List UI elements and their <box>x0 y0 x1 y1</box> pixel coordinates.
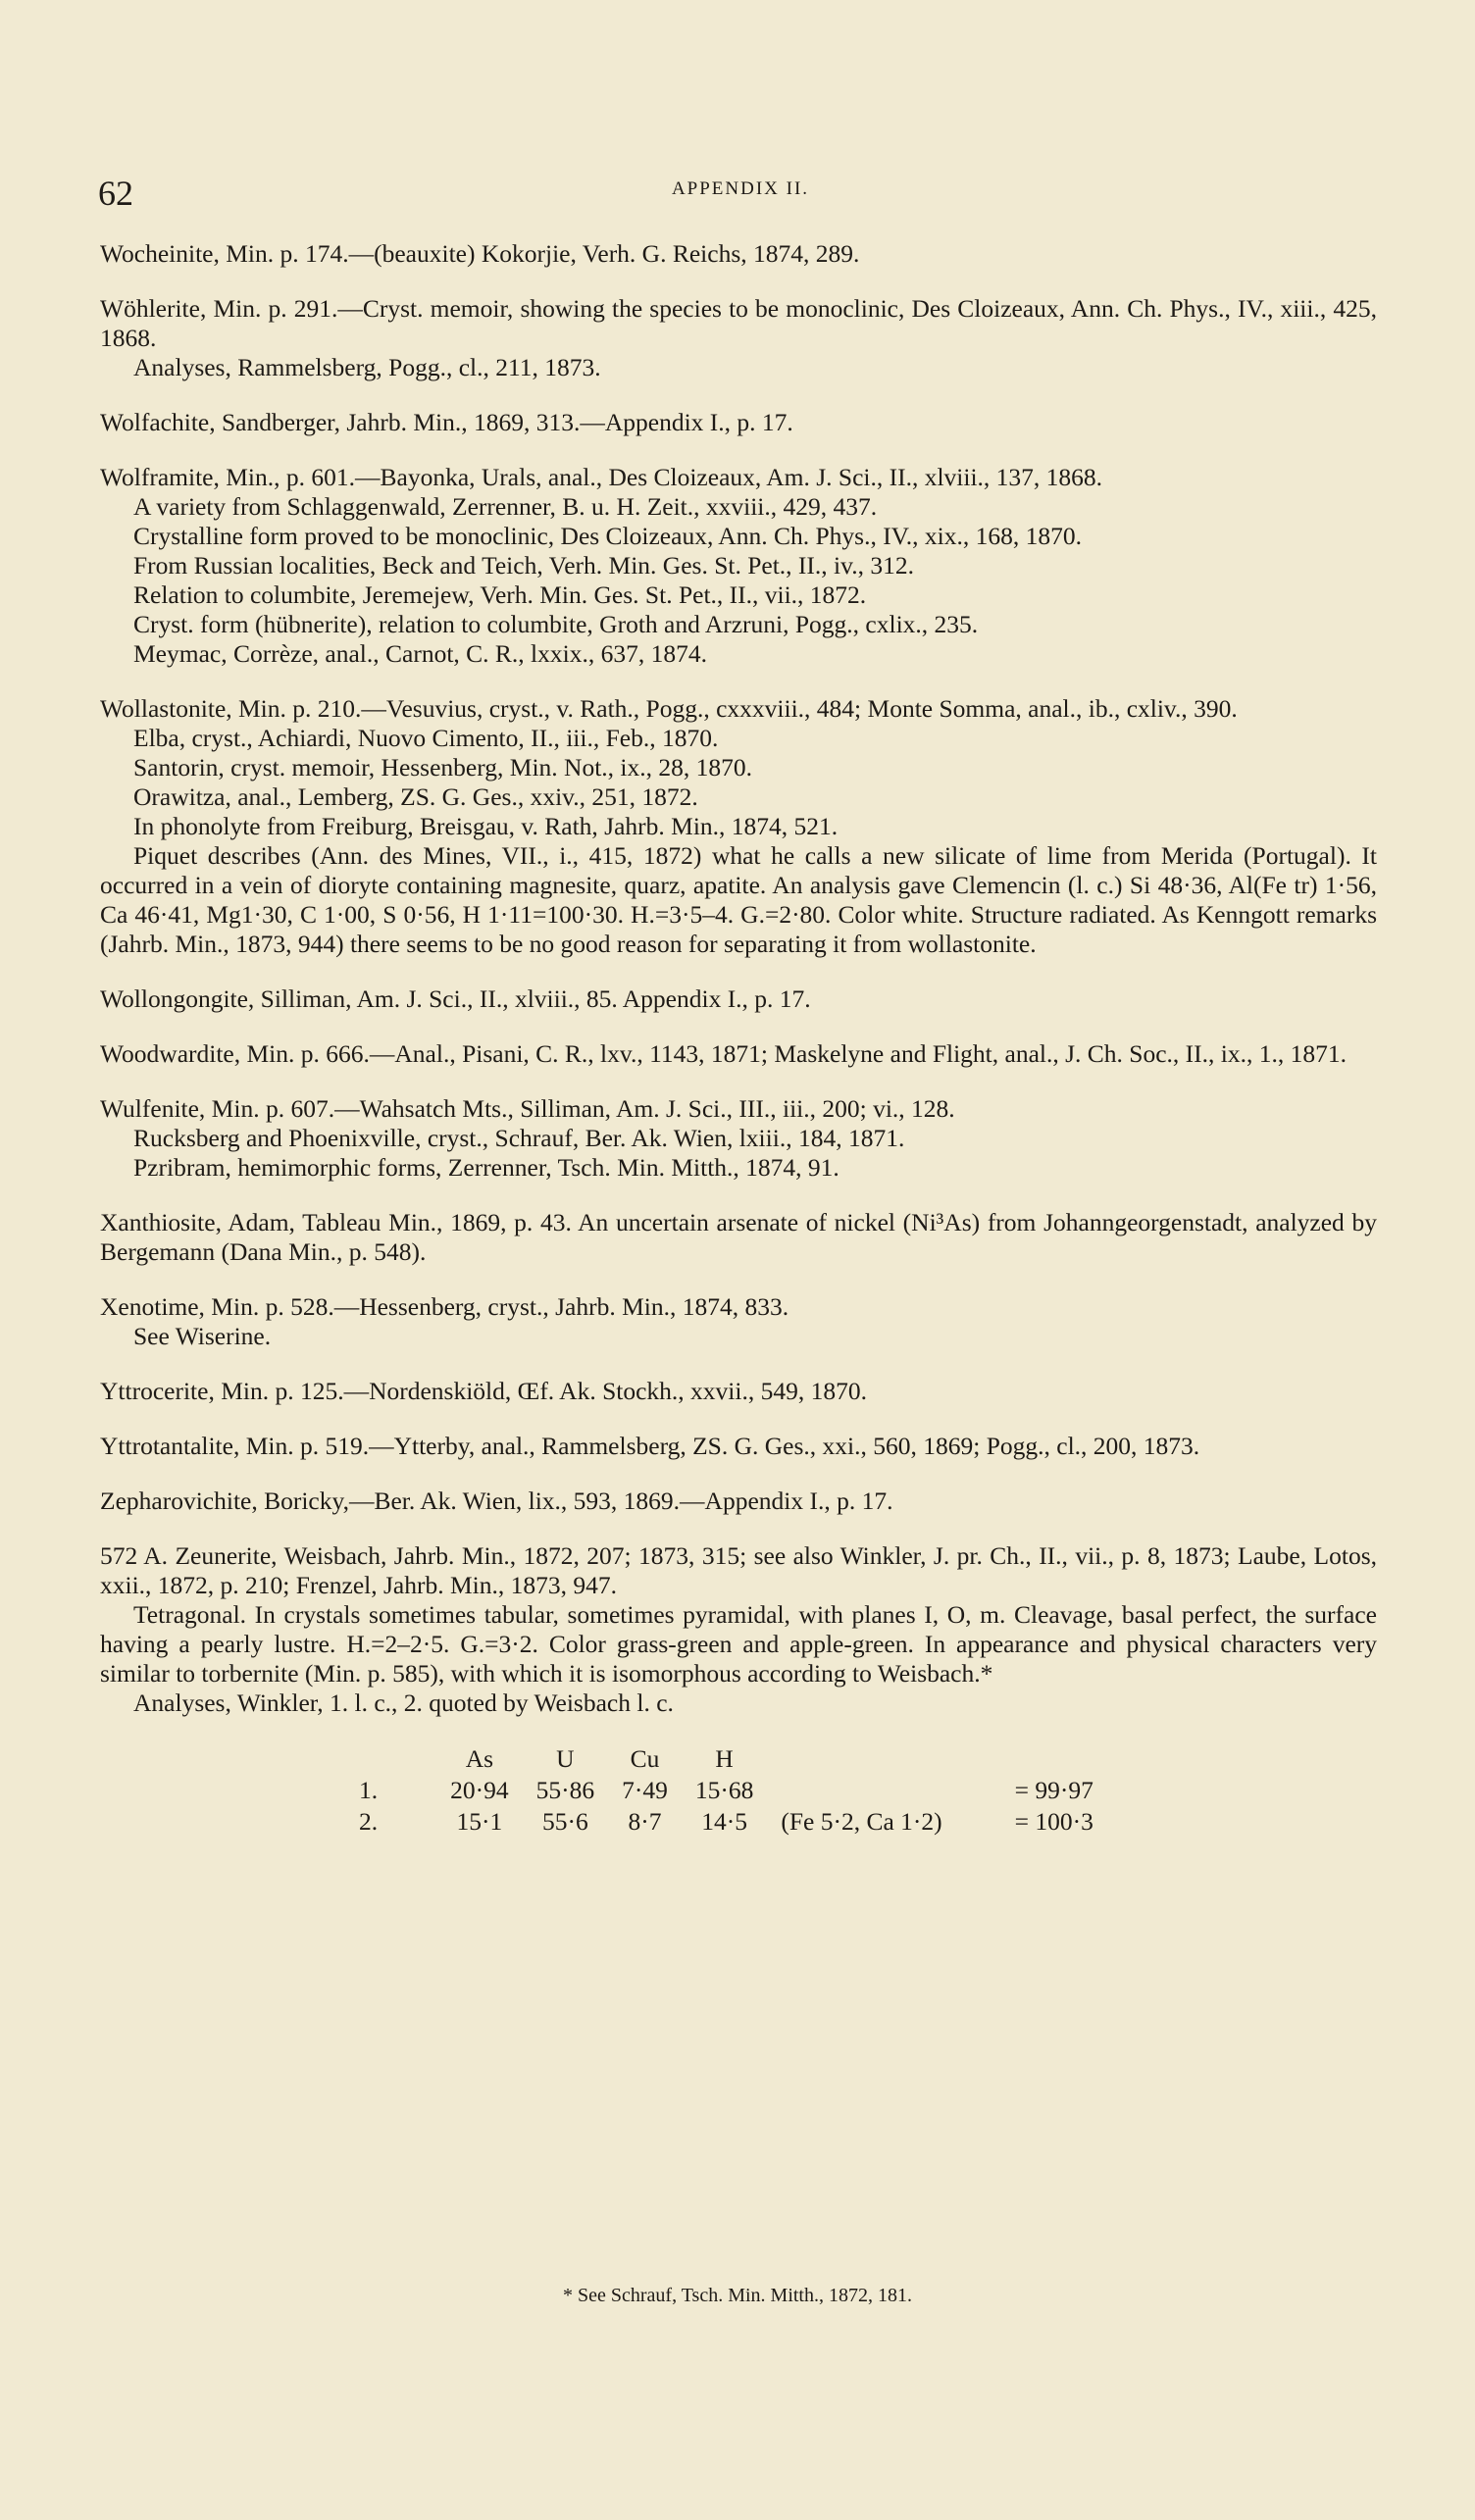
entry <box>100 239 1377 269</box>
entry-heading-line: Wolframite, Min., p. 601.—Bayonka, Urals, anal., Des Cloizeaux, Am. J. Sci., II., xlviii., 137, 1868. <box>100 463 1103 491</box>
entry <box>100 1039 1377 1069</box>
table-cell: 14·5 <box>701 1807 747 1836</box>
table-cell: 55·86 <box>535 1776 595 1804</box>
column-header <box>956 1743 1107 1775</box>
entry-heading-line: Xanthiosite, Adam, Tableau Min., 1869, p. 43. An uncertain arsenate of nickel (Ni³As) from Johanngeorgenstadt, analyzed by Bergemann (Dana Min., p. 548). <box>100 1208 1377 1266</box>
entries-list <box>100 239 1377 1838</box>
entry <box>100 1208 1377 1267</box>
column-header: U <box>556 1744 575 1773</box>
entry <box>100 1292 1377 1351</box>
entry <box>100 1432 1377 1461</box>
table-cell: 1. <box>359 1776 379 1804</box>
table-cell <box>767 1775 955 1806</box>
entry-line: Relation to columbite, Jeremejew, Verh. Min. Ges. St. Pet., II., vii., 1872. <box>133 580 867 609</box>
table-header-row <box>345 1743 1107 1775</box>
entry-line: Piquet describes (Ann. des Mines, VII., i., 415, 1872) what he calls a new silicate of lime from Merida (Portugal). It occurred in a vein of dioryte containing magnesite, quarz, apatite. An analysis gave Clemencin (l. c.) Si 48·36, Al(Fe tr) 1·56, Ca 46·41, Mg1·30, C 1·00, S 0·56, H 1·11=100·30. H.=3·5–4. G.=2·80. Color white. Structure radiated. As Kenngott remarks (Jahrb. Min., 1873, 944) there seems to be no good reason for separating it from wollastonite. <box>100 841 1377 958</box>
table-cell: 15·1 <box>456 1807 503 1836</box>
page-number: 62 <box>98 174 133 213</box>
entry-line: Cryst. form (hübnerite), relation to columbite, Groth and Arzruni, Pogg., cxlix., 235. <box>133 610 979 638</box>
entry-heading-line: Wolfachite, Sandberger, Jahrb. Min., 1869, 313.—Appendix I., p. 17. <box>100 408 793 436</box>
entry-line: A variety from Schlaggenwald, Zerrenner, B. u. H. Zeit., xxviii., 429, 437. <box>133 492 878 521</box>
entry-line: From Russian localities, Beck and Teich, Verh. Min. Ges. St. Pet., II., iv., 312. <box>133 551 914 580</box>
column-header: Cu <box>630 1744 660 1773</box>
entry-line: Elba, cryst., Achiardi, Nuovo Cimento, II., iii., Feb., 1870. <box>133 724 719 752</box>
table-cell: 2. <box>359 1807 379 1836</box>
entry <box>100 984 1377 1014</box>
analysis-table-block <box>100 1743 1377 1838</box>
entry-heading-line: Wulfenite, Min. p. 607.—Wahsatch Mts., Silliman, Am. J. Sci., III., iii., 200; vi., 128. <box>100 1094 955 1123</box>
entry-heading-line: Zepharovichite, Boricky,—Ber. Ak. Wien, lix., 593, 1869.—Appendix I., p. 17. <box>100 1487 893 1515</box>
entry-heading-line: Wöhlerite, Min. p. 291.—Cryst. memoir, showing the species to be monoclinic, Des Cloizeaux, Ann. Ch. Phys., IV., xiii., 425, 1868. <box>100 294 1377 352</box>
entry-line: Pzribram, hemimorphic forms, Zerrenner, Tsch. Min. Mitth., 1874, 91. <box>133 1153 839 1182</box>
entry-line: Santorin, cryst. memoir, Hessenberg, Min. Not., ix., 28, 1870. <box>133 753 752 781</box>
entry-line: Tetragonal. In crystals sometimes tabular, sometimes pyramidal, with planes I, O, m. Cleavage, basal perfect, the surface having a pearly lustre. H.=2–2·5. G.=3·2. Color grass-green and apple-green. In appearance and physical characters very similar to torbernite (Min. p. 585), with which it is isomorphous according to Weisbach.* <box>100 1600 1377 1688</box>
entry-line: Analyses, Rammelsberg, Pogg., cl., 211, 1873. <box>133 353 601 381</box>
entry-heading-line: Yttrocerite, Min. p. 125.—Nordenskiöld, Œf. Ak. Stockh., xxvii., 549, 1870. <box>100 1377 867 1405</box>
column-header: As <box>465 1744 494 1773</box>
page-header <box>98 173 1383 212</box>
table-cell: 55·6 <box>542 1807 588 1836</box>
entry <box>100 294 1377 382</box>
entry <box>100 1487 1377 1516</box>
entry-line: In phonolyte from Freiburg, Breisgau, v. Rath, Jahrb. Min., 1874, 521. <box>133 812 839 840</box>
table-cell: 8·7 <box>628 1807 662 1836</box>
entry-heading-line: Wollastonite, Min. p. 210.—Vesuvius, cryst., v. Rath., Pogg., cxxxviii., 484; Monte Somma, anal., ib., cxliv., 390. <box>100 694 1238 723</box>
entry <box>100 1541 1377 1718</box>
entry-heading-line: Wocheinite, Min. p. 174.—(beauxite) Kokorjie, Verh. G. Reichs, 1874, 289. <box>100 239 860 268</box>
table-cell: 20·94 <box>450 1776 509 1804</box>
entry-heading-line: 572 A. Zeunerite, Weisbach, Jahrb. Min., 1872, 207; 1873, 315; see also Winkler, J. pr. Ch., II., vii., p. 8, 1873; Laube, Lotos, xxii., 1872, p. 210; Frenzel, Jahrb. Min., 1873, 947. <box>100 1541 1377 1599</box>
table-row <box>345 1806 1107 1838</box>
entry <box>100 1094 1377 1183</box>
column-header <box>767 1743 955 1775</box>
entry-heading-line: Yttrotantalite, Min. p. 519.—Ytterby, anal., Rammelsberg, ZS. G. Ges., xxi., 560, 1869; Pogg., cl., 200, 1873. <box>100 1432 1200 1460</box>
table-cell: 7·49 <box>622 1776 668 1804</box>
footnote: * See Schrauf, Tsch. Min. Mitth., 1872, 181. <box>563 2285 912 2306</box>
table-cell: 15·68 <box>694 1776 754 1804</box>
entry-line: Analyses, Winkler, 1. l. c., 2. quoted by Weisbach l. c. <box>133 1688 674 1717</box>
column-header: H <box>715 1744 734 1773</box>
entry <box>100 463 1377 669</box>
entry-line: Meymac, Corrèze, anal., Carnot, C. R., lxxix., 637, 1874. <box>133 639 707 668</box>
table-cell: (Fe 5·2, Ca 1·2) <box>781 1807 942 1836</box>
entry-heading-line: Wollongongite, Silliman, Am. J. Sci., II., xlviii., 85. Appendix I., p. 17. <box>100 984 811 1013</box>
entry <box>100 1377 1377 1406</box>
entry-line: See Wiserine. <box>133 1322 272 1350</box>
entry-heading-line: Xenotime, Min. p. 528.—Hessenberg, cryst., Jahrb. Min., 1874, 833. <box>100 1292 789 1321</box>
entry <box>100 694 1377 959</box>
table-cell: = 99·97 <box>1014 1776 1094 1804</box>
table-row <box>345 1775 1107 1806</box>
entry-heading-line: Woodwardite, Min. p. 666.—Anal., Pisani, C. R., lxv., 1143, 1871; Maskelyne and Flight, anal., J. Ch. Soc., II., ix., 1., 1871. <box>100 1039 1347 1068</box>
table-cell: = 100·3 <box>1014 1807 1094 1836</box>
entry-line: Rucksberg and Phoenixville, cryst., Schrauf, Ber. Ak. Wien, lxiii., 184, 1871. <box>133 1124 905 1152</box>
analysis-table <box>345 1743 1107 1838</box>
entry-line: Crystalline form proved to be monoclinic, Des Cloizeaux, Ann. Ch. Phys., IV., xix., 168, 1870. <box>133 522 1083 550</box>
entry <box>100 408 1377 437</box>
entry-line: Orawitza, anal., Lemberg, ZS. G. Ges., xxiv., 251, 1872. <box>133 782 698 811</box>
column-header <box>345 1743 436 1775</box>
running-title: APPENDIX II. <box>671 178 810 199</box>
